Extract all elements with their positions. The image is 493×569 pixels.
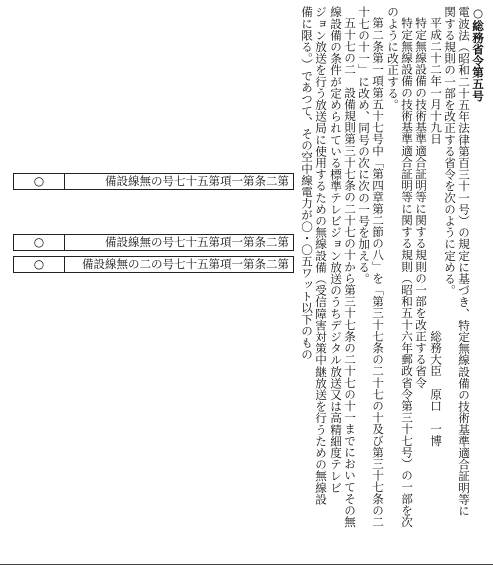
text-column-6: のように改正する。 [386, 6, 400, 111]
text-column-4: 特定無線設備の技術基準適合証明等に関する規則の一部を改正する省令 [414, 17, 428, 389]
text-column-10: 線設備の条件が定められている標準テレビジョン放送のうちデジタル放送又は高精細度テレビ [329, 6, 343, 494]
text-column-5: 特定無線設備の技術基準適合証明等に関する規則（昭和五十六年郵政省令第三十七号）の一部を次 [400, 17, 414, 528]
row-text: 備設線無の二の号七十五第項一第条二第 [82, 257, 289, 271]
text-column-9: 五十七の二 設備規則第三十七条の二十七の十から第三十七条の二十七の十一までにおいてその無 [343, 17, 357, 528]
text-column-12: 備に限る。）であつて、その空中線電力が〇・〇五ワット以下のもの [300, 6, 314, 360]
bottom-rule [0, 564, 493, 565]
table-row [13, 234, 294, 251]
text-column-2: 関する規則の一部を改正する省令を次のように定める。 [443, 6, 457, 296]
text-column-7: 第二条第一項第五十七号中「第四章第二節の八」を「第三十七条の二十七の十及び第三十七条の二 [371, 17, 385, 528]
row-text: 備設線無の号七十五第項一第条二第 [105, 174, 289, 188]
text-column-1: 電波法（昭和二十五年法律第百三十一号）の規定に基づき、特定無線設備の技術基準適合証明等に [457, 6, 471, 517]
circle-mark: ○ [14, 257, 65, 272]
circle-mark: ○ [14, 235, 65, 250]
ordinance-title: ○総務省令第五号 [471, 6, 485, 102]
text-column-11: ジョン放送を行う放送局に使用するための無線設備（受信障害対策中継放送を行うための無線設 [314, 6, 328, 505]
table-row [13, 173, 294, 190]
text-column-8: 十七の十一」に改め、同号の次に次の一号を加える。 [357, 6, 371, 285]
date-signature-column: 平成二十二年一月十九日 総務大臣 原口 一博 [429, 17, 443, 447]
row-text: 備設線無の号七十五第項一第条二第 [105, 235, 289, 249]
circle-mark: ○ [14, 174, 65, 189]
table-row [13, 256, 294, 273]
